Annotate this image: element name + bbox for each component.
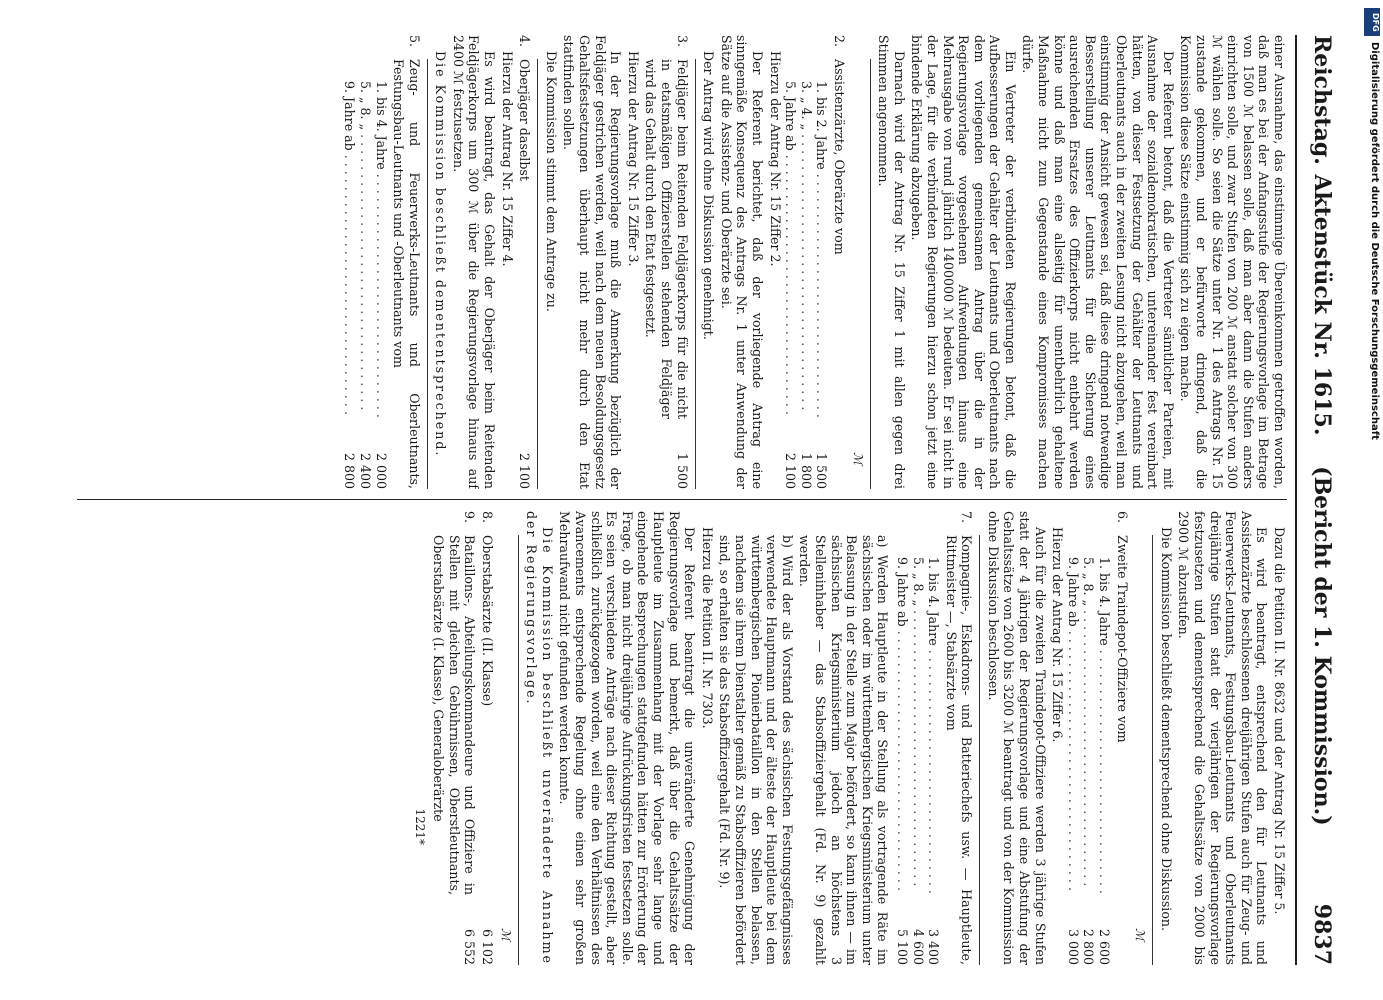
salary-row xyxy=(373,35,389,489)
paragraph: einer Ausnahme, das einstimmige Übereinkommen getroffen worden, daß man es bei der Anfangsstufe der Regierungsvorlage im Betrage von 1500 ℳ belassen solle, daß man aber dann die Stufen anders einrichten solle, und zwar Stufen von 200 ℳ anstatt solcher von 300 ℳ wählen solle. So seien die Sätze unter Nr. 1 des Antrags Nr. 15 zustande gekommen, und er befürworte dringend, daß die Kommission diese Sätze einstimmig sich zu eigen mache. xyxy=(1178,35,1287,489)
salary-label: 9. Jahre ab . . . xyxy=(342,81,358,419)
paragraph: Die Kommission beschließt demententsprechend. xyxy=(433,51,449,458)
salary-item xyxy=(943,511,974,965)
right-column xyxy=(67,511,1287,965)
item-title: Zeug- und Feuerwerks-Leutnants und Oberleutnants, Festungsbau-Leutnants und -Oberleutnants vom xyxy=(391,59,422,489)
divider xyxy=(427,59,428,489)
salary-value: 1 800 xyxy=(798,452,814,489)
item-number: 9. xyxy=(462,511,478,524)
item-number: 7. xyxy=(959,511,975,524)
divider xyxy=(870,59,871,489)
salary-item xyxy=(391,35,422,489)
salary-value: 6 552 xyxy=(462,928,478,965)
paragraph: Der Referent berichtet, daß der vorliegende Antrag eine sinngemäße Konsequenz des Antrags Nr. 1 unter Anwendung der Sätze auf die Assistenz- und Oberärzte sei. xyxy=(718,35,765,489)
salary-label: 1. bis 4. Jahre . . . xyxy=(926,557,942,895)
salary-row xyxy=(814,35,830,489)
salary-item xyxy=(480,511,496,965)
paragraph: In der Regierungsvorlage muß die Anmerkung bezüglich der Feldjäger gestrichen werden, weil nach dem neuen Besoldungsgesetz Gehaltsfestsetzungen überhaupt nicht mehr durch den Etat stattfinden sollen. xyxy=(561,35,624,489)
salary-value: 2 800 xyxy=(1081,928,1097,965)
divider xyxy=(979,535,980,965)
paragraph: Es wird beantragt, entsprechend den für Leutnants und Assistenzärzte beschlossenen dreijährigen Stufen auch für Zeug- und Feuerwerks-Leutnants, Festungsbau-Leutnants und Oberleutnants dreijährige Stufen statt der vierjährigen der Regierungsvorlage festzusetzen und dementsprechend die Gehaltssätze von 2000 bis 2900 ℳ abzustufen. xyxy=(1176,511,1270,965)
currency-unit: ℳ xyxy=(850,452,865,465)
item-title: Kompagnie-, Eskadrons- und Batteriechefs usw. — Hauptleute, Rittmeister —, Stabsärzte vom xyxy=(943,535,975,965)
paragraph: Der Referent beantragt die unveränderte Genehmigung der Regierungsvorlage und bemerkt, daß über die Gehaltssätze der Hauptleute im Zusammenhang mit der Vorlage sehr lange und eingehende Besprechungen stattgefunden hätten zur Erörterung der Frage, ob man nicht dreijährige Aufrückungsfristen festsetzen solle. Es seien verschiedene Anträge nach dieser Richtung gestellt, aber schließlich zurückgezogen worden, weil eine den Verhältnissen des Avancements entsprechende Regelung ohne einen sehr großen Mehraufwand nicht gefunden werden konnte. xyxy=(557,511,698,965)
salary-value: 1 500 xyxy=(674,452,690,489)
note: b) Wird der als Vorstand des sächsischen Festungsgefängnisses verwendete Hauptmann und der älteste der Hauptleute bei dem württembergischen Pionierbataillon in den Stellen belassen, nachdem sie ihrem Dienstalter gemäß zu Stabsoffizieren befördert sind, so erhalten sie das Stabsoffiziergehalt (Fd. Nr. 9). xyxy=(717,535,795,965)
item-number: 8. xyxy=(480,511,496,524)
salary-item xyxy=(1114,511,1130,965)
item-title: Zweite Traindepot-Offiziere vom xyxy=(1114,535,1130,743)
salary-label: 9. Jahre ab . . . xyxy=(894,557,910,895)
currency-unit: ℳ xyxy=(1133,928,1148,941)
paragraph: Die Kommission beschließt unveränderte Annahme der Regierungsvorlage. xyxy=(524,511,555,965)
salary-value: 2 000 xyxy=(373,452,389,489)
salary-value: 1 500 xyxy=(814,452,830,489)
paragraph: Hierzu der Antrag Nr. 15 Ziffer 3. xyxy=(625,51,641,267)
paragraph: Dazu die Petition II. Nr. 8632 und der Antrag Nr. 15 Ziffer 5. xyxy=(1272,527,1287,915)
salary-value: 6 102 xyxy=(480,928,496,965)
header-report-title: (Bericht der 1. Kommission.) xyxy=(1309,466,1335,826)
paragraph: Der Referent betont, daß die Vertreter sämtlicher Parteien, mit Ausnahme der sozialdemokratischen, untereinander fest vereinbart hätten, von dieser Festsetzung der Gehälter der Leutnants und Oberleutnants auch in der zweiten Lesung nicht abzugehen, weil man einstimmig der Ansicht gewesen sei, daß diese dringend notwendige Besserstellung unserer Leutnants für die Sicherung eines ausreichenden Ersatzes des Offizierkorps nicht entbehrt werden könne und daß man eine allseitig für unentbehrlich gehaltene Maßnahme nicht zum Gegenstande eines Kompromisses machen dürfe. xyxy=(1020,35,1176,489)
salary-label: 1. bis 4. Jahre . . . xyxy=(1096,557,1112,895)
rotated-page-content xyxy=(43,35,1343,965)
item-title: Bataillons-, Abteilungskommandeure und Offiziere in Stellen mit gleichen Gebührnissen, Oberstleutnants, Oberstabsärzte (I. Klasse), Generaloberärzte xyxy=(431,535,478,895)
item-number: 2. xyxy=(831,35,847,48)
salary-value: 2 600 xyxy=(1097,928,1113,965)
salary-value: 2 800 xyxy=(342,452,358,489)
salary-value: 2 400 xyxy=(357,452,373,489)
paragraph: Es wird beantragt, das Gehalt der Oberjäger beim Reitenden Feldjägerkorps um 300 ℳ über die Regierungsvorlage hinaus auf 2400 ℳ festzusetzen. xyxy=(450,35,498,489)
salary-row xyxy=(894,511,910,965)
salary-row xyxy=(357,35,373,489)
item-title: Feldjäger beim Reitenden Feldjägerkorps für die nicht in etatsmäßigen Offizierstellen stehenden Feldjäger wird das Gehalt durch den Etat festgesetzt. xyxy=(643,59,690,419)
salary-label: 5. Jahre ab . . . xyxy=(783,81,799,419)
salary-item xyxy=(431,511,478,965)
currency-unit: ℳ xyxy=(498,928,513,941)
salary-value: 3 400 xyxy=(926,928,942,965)
dfg-logo: DFG xyxy=(1364,8,1380,36)
salary-label: 5. „ 8. „ . . . xyxy=(910,557,926,895)
salary-label: 9. Jahre ab . . . xyxy=(1065,557,1081,895)
header-document-number: Aktenstück Nr. 1615. xyxy=(1309,174,1335,436)
salary-row xyxy=(783,35,799,489)
digitization-credit: Digitalisierung gefördert durch die Deutsche Forschungsgemeinschaft xyxy=(1369,42,1380,440)
paragraph: Der Antrag wird ohne Diskussion genehmigt. xyxy=(701,51,717,340)
paragraph: Darnach wird der Antrag Nr. 15 Ziffer 1 mit allen gegen drei Stimmen angenommen. xyxy=(876,35,907,489)
salary-value: 4 600 xyxy=(910,928,926,965)
salary-value: 2 100 xyxy=(517,452,533,489)
salary-label: 3. „ 4. „ . . . xyxy=(798,81,814,419)
item-number: 5. xyxy=(406,35,422,48)
signature-mark: 1221* xyxy=(412,808,427,845)
salary-row xyxy=(798,35,814,489)
column-divider xyxy=(77,499,1287,500)
salary-row xyxy=(1096,511,1112,965)
salary-row xyxy=(1081,511,1097,965)
paragraph: Hierzu der Antrag Nr. 15 Ziffer 4. xyxy=(499,51,515,267)
salary-item xyxy=(831,35,847,489)
paragraph: Hierzu der Antrag Nr. 15 Ziffer 2. xyxy=(767,51,783,267)
paragraph: Hierzu die Petition II. Nr. 7303. xyxy=(699,527,715,729)
paragraph: Auch für die zweiten Traindepot-Offiziere werden 3 jährige Stufen statt der 4 jährigen der Regierungsvorlage und eine Abstufung der Gehaltssätze von 2600 bis 3200 ℳ beantragt und von der Kommission ohne Diskussion beschlossen. xyxy=(985,511,1048,965)
paragraph: Hierzu der Antrag Nr. 15 Ziffer 6. xyxy=(1050,527,1066,743)
paragraph: Die Kommission beschließt dementsprechend ohne Diskussion. xyxy=(1158,527,1174,932)
salary-label: 1. bis 4. Jahre . . . xyxy=(373,81,389,419)
divider xyxy=(695,59,696,489)
page-number: 9837 xyxy=(1309,903,1335,965)
salary-item xyxy=(517,35,533,489)
salary-value: 3 000 xyxy=(1065,928,1081,965)
left-column xyxy=(67,35,1287,489)
salary-label: 1. bis 2. Jahre . . . xyxy=(814,81,830,419)
salary-value: 5 100 xyxy=(894,928,910,965)
item-title: Oberjäger daselbst xyxy=(517,59,533,181)
divider xyxy=(518,535,519,965)
paragraph: Die Kommission stimmt dem Antrage zu. xyxy=(543,51,559,312)
divider xyxy=(537,59,538,489)
salary-value: 2 100 xyxy=(783,452,799,489)
header-left: Reichstag. xyxy=(1309,35,1335,165)
salary-row xyxy=(910,511,926,965)
item-number: 4. xyxy=(517,35,533,48)
salary-row xyxy=(1065,511,1081,965)
salary-row xyxy=(926,511,942,965)
item-number: 6. xyxy=(1114,511,1130,524)
item-title: Oberstabsärzte (II. Klasse) xyxy=(480,535,496,707)
divider xyxy=(1152,535,1153,965)
note: a) Werden Hauptleute in der Stellung als vortragende Räte im sächsischen oder im württembergischen Kriegsministerium unter Belassung in der Stelle zum Major befördert, so kann ihnen — im sächsischen Kriegsministerium jedoch an höchstens 3 Stelleninhaber — das Stabsoffiziergehalt (Fd. Nr. 9) gezahlt werden. xyxy=(797,535,891,965)
page-header xyxy=(1295,35,1343,965)
item-title: Assistenzärzte, Oberärzte vom xyxy=(831,59,847,255)
salary-row xyxy=(342,35,358,489)
salary-item xyxy=(643,35,690,489)
salary-label: 5. „ 8. „ . . . xyxy=(357,81,373,419)
header-center xyxy=(1309,35,1335,965)
paragraph: Ein Vertreter der verbündeten Regierungen betont, daß die Aufbesserungen der Gehälter der Leutnants und Oberleutnants nach dem vorliegenden gemeinsamen Antrag über die in der Regierungsvorlage vorgesehenen Aufwendungen hinaus eine Mehrausgabe von rund jährlich 1400000 ℳ bedeuten. Er sei nicht in der Lage, für die verbündeten Regierungen hierzu schon jetzt eine bindende Erklärung abzugeben. xyxy=(909,35,1018,489)
salary-label: 5. „ 8. „ . . . xyxy=(1081,557,1097,895)
item-number: 3. xyxy=(674,35,690,48)
